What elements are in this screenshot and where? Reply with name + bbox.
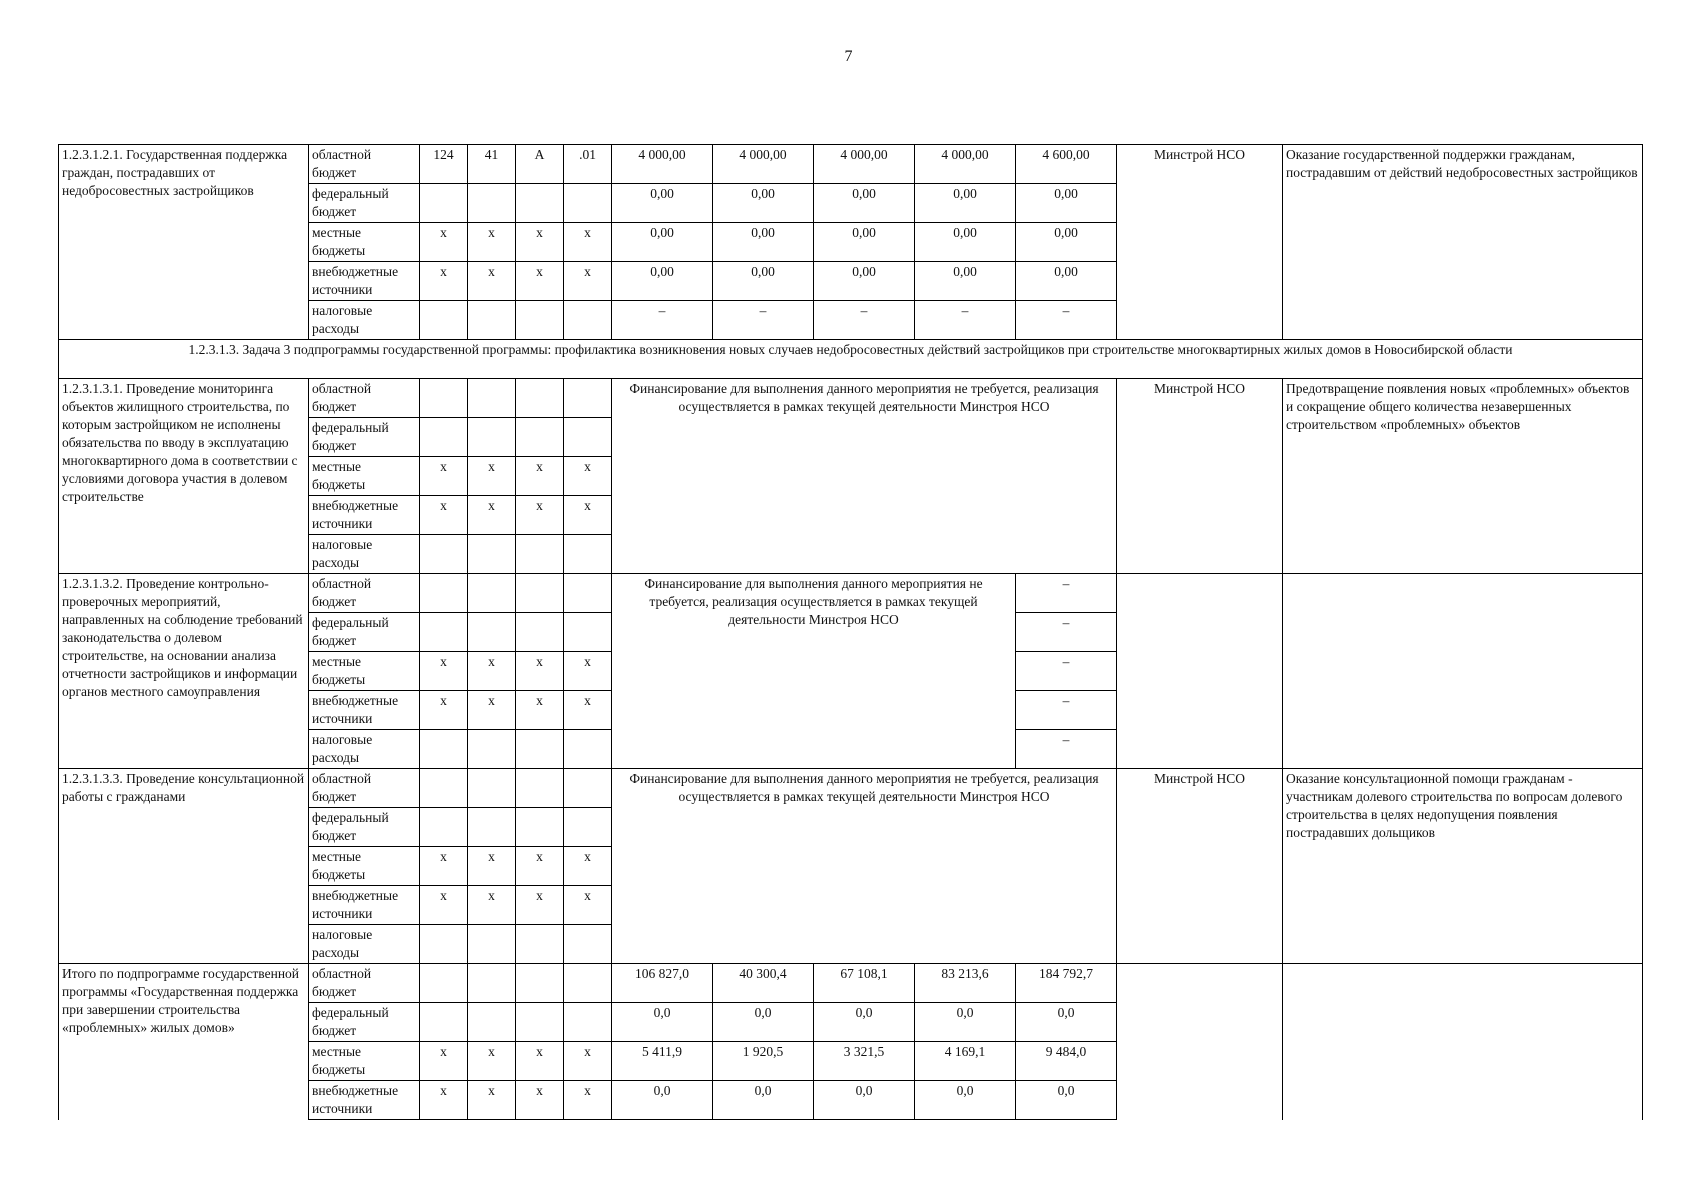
x-mark: х xyxy=(468,457,516,496)
value-cell: 0,00 xyxy=(612,184,713,223)
value-cell: 0,0 xyxy=(915,1081,1016,1120)
x-mark: х xyxy=(420,847,468,886)
value-cell: 0,0 xyxy=(713,1003,814,1042)
executor-cell: Минстрой НСО xyxy=(1117,379,1283,574)
source-label: налоговые расходы xyxy=(309,301,420,340)
x-mark: х xyxy=(564,652,612,691)
source-label: областной бюджет xyxy=(309,145,420,184)
source-label: налоговые расходы xyxy=(309,535,420,574)
value-cell: – xyxy=(1016,691,1117,730)
measure-label: 1.2.3.1.3.2. Проведение контрольно-проверочных мероприятий, направленных на соблюдение требований законодательства о долевом строительстве, на основании анализа отчетности застройщиков и информации органов местного самоуправления xyxy=(59,574,309,769)
value-cell: 0,0 xyxy=(814,1003,915,1042)
source-label: местные бюджеты xyxy=(309,847,420,886)
value-cell: 0,0 xyxy=(1016,1081,1117,1120)
source-label: областной бюджет xyxy=(309,964,420,1003)
funding-note: Финансирование для выполнения данного мероприятия не требуется, реализация осуществляется в рамках текущей деятельности Минстроя НСО xyxy=(612,379,1117,574)
code-cell: 124 xyxy=(420,145,468,184)
value-cell: 0,00 xyxy=(612,223,713,262)
table-row xyxy=(59,769,1643,808)
source-label: внебюджетные источники xyxy=(309,886,420,925)
x-mark: х xyxy=(516,691,564,730)
value-cell: 0,00 xyxy=(713,184,814,223)
value-cell: 0,0 xyxy=(612,1081,713,1120)
funding-note: Финансирование для выполнения данного мероприятия не требуется, реализация осуществляется в рамках текущей деятельности Минстроя НСО xyxy=(612,769,1117,964)
source-label: местные бюджеты xyxy=(309,652,420,691)
table-row xyxy=(59,340,1643,379)
source-label: внебюджетные источники xyxy=(309,691,420,730)
value-cell: 1 920,5 xyxy=(713,1042,814,1081)
value-cell: 4 169,1 xyxy=(915,1042,1016,1081)
budget-table xyxy=(58,144,1643,1120)
result-cell xyxy=(1283,574,1643,769)
value-cell: 0,00 xyxy=(814,223,915,262)
x-mark: х xyxy=(420,652,468,691)
funding-note: Финансирование для выполнения данного мероприятия не требуется, реализация осуществляется в рамках текущей деятельности Минстроя НСО xyxy=(612,574,1016,769)
value-cell: – xyxy=(1016,613,1117,652)
value-cell: 0,00 xyxy=(713,223,814,262)
x-mark: х xyxy=(564,847,612,886)
source-label: федеральный бюджет xyxy=(309,613,420,652)
x-mark: х xyxy=(468,847,516,886)
x-mark: х xyxy=(564,691,612,730)
x-mark: х xyxy=(468,691,516,730)
x-mark: х xyxy=(420,886,468,925)
executor-cell xyxy=(1117,574,1283,769)
measure-label: 1.2.3.1.3.1. Проведение мониторинга объектов жилищного строительства, по которым застройщиком не исполнены обязательства по вводу в эксплуатацию многоквартирного дома в соответствии с условиями договора участия в долевом строительстве xyxy=(59,379,309,574)
table-row xyxy=(59,145,1643,184)
source-label: федеральный бюджет xyxy=(309,184,420,223)
value-cell: 4 000,00 xyxy=(713,145,814,184)
value-cell: – xyxy=(915,301,1016,340)
x-mark: х xyxy=(564,1042,612,1081)
x-mark: х xyxy=(420,223,468,262)
source-label: федеральный бюджет xyxy=(309,418,420,457)
executor-cell: Минстрой НСО xyxy=(1117,769,1283,964)
total-label: Итого по подпрограмме государственной программы «Государственная поддержка при завершении строительства «проблемных» жилых домов» xyxy=(59,964,309,1120)
x-mark: х xyxy=(564,1081,612,1120)
source-label: налоговые расходы xyxy=(309,730,420,769)
value-cell: 0,00 xyxy=(1016,262,1117,301)
value-cell: 0,0 xyxy=(814,1081,915,1120)
value-cell: 0,00 xyxy=(612,262,713,301)
value-cell: 0,00 xyxy=(713,262,814,301)
value-cell: 4 000,00 xyxy=(814,145,915,184)
x-mark: х xyxy=(516,496,564,535)
source-label: внебюджетные источники xyxy=(309,262,420,301)
executor-cell xyxy=(1117,964,1283,1120)
code-cell: .01 xyxy=(564,145,612,184)
x-mark: х xyxy=(468,652,516,691)
value-cell: 0,0 xyxy=(915,1003,1016,1042)
value-cell: 0,0 xyxy=(612,1003,713,1042)
value-cell: 0,0 xyxy=(1016,1003,1117,1042)
value-cell: – xyxy=(814,301,915,340)
x-mark: х xyxy=(516,652,564,691)
value-cell: 0,0 xyxy=(713,1081,814,1120)
value-cell: – xyxy=(1016,730,1117,769)
measure-label: 1.2.3.1.3.3. Проведение консультационной работы с гражданами xyxy=(59,769,309,964)
value-cell: 0,00 xyxy=(1016,223,1117,262)
x-mark: х xyxy=(420,1042,468,1081)
value-cell: 4 000,00 xyxy=(612,145,713,184)
result-cell: Предотвращение появления новых «проблемных» объектов и сокращение общего количества незавершенных строительством «проблемных» объектов xyxy=(1283,379,1643,574)
value-cell: 0,00 xyxy=(915,223,1016,262)
source-label: местные бюджеты xyxy=(309,457,420,496)
result-cell xyxy=(1283,964,1643,1120)
value-cell: 4 600,00 xyxy=(1016,145,1117,184)
x-mark: х xyxy=(468,262,516,301)
value-cell: 9 484,0 xyxy=(1016,1042,1117,1081)
value-cell: – xyxy=(1016,301,1117,340)
source-label: внебюджетные источники xyxy=(309,1081,420,1120)
x-mark: х xyxy=(564,457,612,496)
x-mark: х xyxy=(420,1081,468,1120)
x-mark: х xyxy=(516,1042,564,1081)
result-cell: Оказание консультационной помощи гражданам - участникам долевого строительства по вопросам долевого строительства в целях недопущения появления пострадавших дольщиков xyxy=(1283,769,1643,964)
value-cell: – xyxy=(612,301,713,340)
source-label: местные бюджеты xyxy=(309,1042,420,1081)
value-cell: 83 213,6 xyxy=(915,964,1016,1003)
table-row xyxy=(59,964,1643,1003)
x-mark: х xyxy=(564,262,612,301)
value-cell: 0,00 xyxy=(1016,184,1117,223)
value-cell: – xyxy=(713,301,814,340)
x-mark: х xyxy=(516,1081,564,1120)
x-mark: х xyxy=(564,886,612,925)
value-cell: 0,00 xyxy=(814,262,915,301)
value-cell: 106 827,0 xyxy=(612,964,713,1003)
executor-cell: Минстрой НСО xyxy=(1117,145,1283,340)
value-cell: 184 792,7 xyxy=(1016,964,1117,1003)
x-mark: х xyxy=(468,496,516,535)
source-label: федеральный бюджет xyxy=(309,1003,420,1042)
x-mark: х xyxy=(564,223,612,262)
value-cell: – xyxy=(1016,652,1117,691)
x-mark: х xyxy=(420,496,468,535)
x-mark: х xyxy=(516,457,564,496)
x-mark: х xyxy=(516,847,564,886)
x-mark: х xyxy=(516,223,564,262)
table-row xyxy=(59,574,1643,613)
table-row xyxy=(59,379,1643,418)
value-cell: 5 411,9 xyxy=(612,1042,713,1081)
x-mark: х xyxy=(468,886,516,925)
measure-label: 1.2.3.1.2.1. Государственная поддержка граждан, пострадавших от недобросовестных застройщиков xyxy=(59,145,309,340)
task-heading: 1.2.3.1.3. Задача 3 подпрограммы государственной программы: профилактика возникновения новых случаев недобросовестных действий застройщиков при строительстве многоквартирных жилых домов в Новосибирской области xyxy=(59,340,1643,379)
source-label: налоговые расходы xyxy=(309,925,420,964)
code-cell: 41 xyxy=(468,145,516,184)
value-cell: – xyxy=(1016,574,1117,613)
source-label: местные бюджеты xyxy=(309,223,420,262)
x-mark: х xyxy=(420,457,468,496)
page-number: 7 xyxy=(844,48,853,65)
x-mark: х xyxy=(468,1042,516,1081)
value-cell: 0,00 xyxy=(814,184,915,223)
value-cell: 67 108,1 xyxy=(814,964,915,1003)
x-mark: х xyxy=(420,691,468,730)
x-mark: х xyxy=(468,1081,516,1120)
value-cell: 4 000,00 xyxy=(915,145,1016,184)
value-cell: 0,00 xyxy=(915,262,1016,301)
x-mark: х xyxy=(516,262,564,301)
source-label: федеральный бюджет xyxy=(309,808,420,847)
result-cell: Оказание государственной поддержки гражданам, пострадавшим от действий недобросовестных застройщиков xyxy=(1283,145,1643,340)
code-cell: А xyxy=(516,145,564,184)
x-mark: х xyxy=(468,223,516,262)
value-cell: 3 321,5 xyxy=(814,1042,915,1081)
value-cell: 0,00 xyxy=(915,184,1016,223)
source-label: областной бюджет xyxy=(309,379,420,418)
source-label: внебюджетные источники xyxy=(309,496,420,535)
source-label: областной бюджет xyxy=(309,769,420,808)
x-mark: х xyxy=(420,262,468,301)
source-label: областной бюджет xyxy=(309,574,420,613)
x-mark: х xyxy=(564,496,612,535)
x-mark: х xyxy=(516,886,564,925)
value-cell: 40 300,4 xyxy=(713,964,814,1003)
